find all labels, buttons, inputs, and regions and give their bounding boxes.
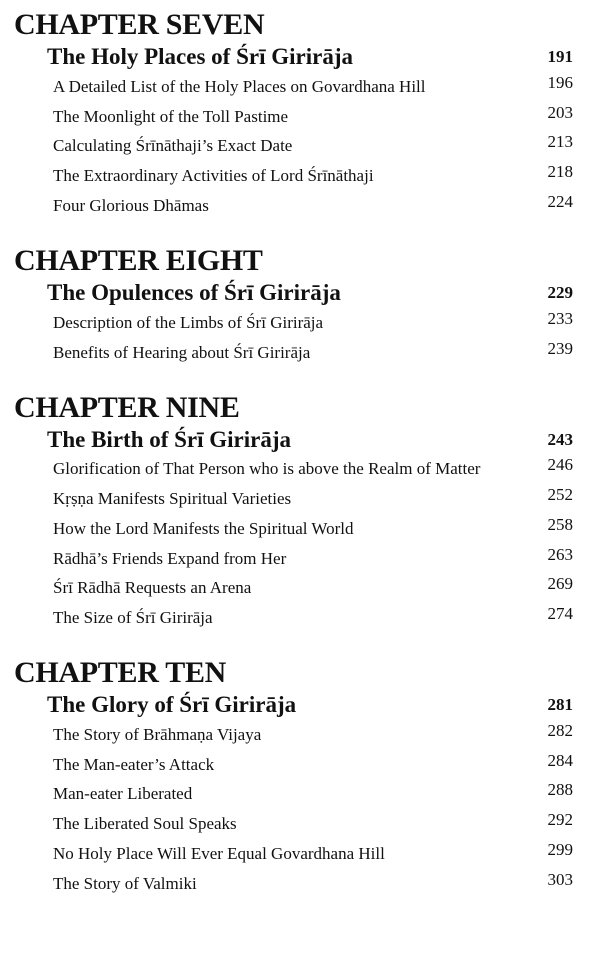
toc-entry[interactable] (53, 574, 573, 599)
toc-entry[interactable] (53, 103, 573, 128)
toc-entry-title: The Man-eater’s Attack (53, 755, 215, 774)
toc-entry[interactable] (53, 604, 573, 629)
toc-entry[interactable] (53, 73, 573, 98)
toc-entry-title: Rādhā’s Friends Expand from Her (53, 549, 287, 568)
toc-entry-title: The Liberated Soul Speaks (53, 814, 237, 833)
chapter-title: The Opulences of Śrī Girirāja (47, 280, 341, 305)
chapter-page-number: 229 (547, 283, 573, 302)
toc-entry[interactable] (53, 840, 573, 865)
toc-entry-title: The Story of Brāhmaṇa Vijaya (53, 725, 262, 744)
toc-entry-title: Description of the Limbs of Śrī Girirāja (53, 313, 324, 332)
chapter-page-number: 191 (547, 47, 573, 66)
toc-entry-page: 269 (547, 574, 573, 593)
toc-entry[interactable] (53, 515, 573, 540)
toc-entry-page: 292 (547, 810, 573, 829)
toc-entry[interactable] (53, 162, 573, 187)
toc-entry-title: Benefits of Hearing about Śrī Girirāja (53, 343, 311, 362)
toc-entry[interactable] (53, 545, 573, 570)
toc-entry-page: 213 (547, 132, 573, 151)
toc-entry-title: A Detailed List of the Holy Places on Govardhana Hill (53, 77, 426, 96)
toc-entry-title: Glorification of That Person who is above the Realm of Matter (53, 459, 481, 478)
toc-entry[interactable] (53, 870, 573, 895)
chapter-heading: CHAPTER EIGHT (14, 244, 263, 277)
toc-entry[interactable] (53, 192, 573, 217)
toc-entry[interactable] (53, 309, 573, 334)
toc-entry-title: Calculating Śrīnāthaji’s Exact Date (53, 136, 293, 155)
toc-entry-title: No Holy Place Will Ever Equal Govardhana Hill (53, 844, 385, 863)
toc-entry-title: The Moonlight of the Toll Pastime (53, 107, 289, 126)
toc-entry-title: The Extraordinary Activities of Lord Śrīnāthaji (53, 166, 374, 185)
toc-entry-title: Four Glorious Dhāmas (53, 196, 209, 215)
toc-entry[interactable] (53, 339, 573, 364)
toc-entry[interactable] (53, 810, 573, 835)
chapter-title-row[interactable] (47, 426, 573, 454)
toc-entry-page: 299 (547, 840, 573, 859)
chapter-title: The Glory of Śrī Girirāja (47, 692, 297, 717)
toc-entry-page: 239 (547, 339, 573, 358)
toc-entry-title: Kṛṣṇa Manifests Spiritual Varieties (53, 489, 292, 508)
chapter-page-number: 243 (547, 430, 573, 449)
chapter-heading: CHAPTER SEVEN (14, 8, 265, 41)
toc-entry[interactable] (53, 455, 573, 480)
toc-entry-page: 284 (547, 751, 573, 770)
toc-entry-page: 288 (547, 780, 573, 799)
toc-entry-page: 196 (547, 73, 573, 92)
chapter-title-row[interactable] (47, 279, 573, 307)
toc-entry-title: How the Lord Manifests the Spiritual World (53, 519, 354, 538)
toc-entry-page: 233 (547, 309, 573, 328)
chapter-title: The Birth of Śrī Girirāja (47, 427, 292, 452)
toc-entry-page: 274 (547, 604, 573, 623)
toc-entry-page: 224 (547, 192, 573, 211)
chapter-title: The Holy Places of Śrī Girirāja (47, 44, 353, 69)
toc-entry-title: The Size of Śrī Girirāja (53, 608, 213, 627)
toc-entry-page: 246 (547, 455, 573, 474)
chapter-heading: CHAPTER TEN (14, 656, 227, 689)
chapter-heading: CHAPTER NINE (14, 391, 240, 424)
toc-entry-page: 252 (547, 485, 573, 504)
toc-entry-page: 282 (547, 721, 573, 740)
chapter-page-number: 281 (547, 695, 573, 714)
chapter-title-row[interactable] (47, 43, 573, 71)
toc-entry-page: 218 (547, 162, 573, 181)
toc-entry[interactable] (53, 780, 573, 805)
toc-entry[interactable] (53, 721, 573, 746)
toc-entry-page: 258 (547, 515, 573, 534)
chapter-title-row[interactable] (47, 691, 573, 719)
toc-entry-title: Man-eater Liberated (53, 784, 193, 803)
toc-entry-page: 303 (547, 870, 573, 889)
toc-entry-page: 203 (547, 103, 573, 122)
toc-entry[interactable] (53, 751, 573, 776)
toc-entry[interactable] (53, 485, 573, 510)
toc-entry-title: Śrī Rādhā Requests an Arena (53, 578, 252, 597)
toc-entry-title: The Story of Valmiki (53, 874, 197, 893)
toc-entry[interactable] (53, 132, 573, 157)
toc-entry-page: 263 (547, 545, 573, 564)
